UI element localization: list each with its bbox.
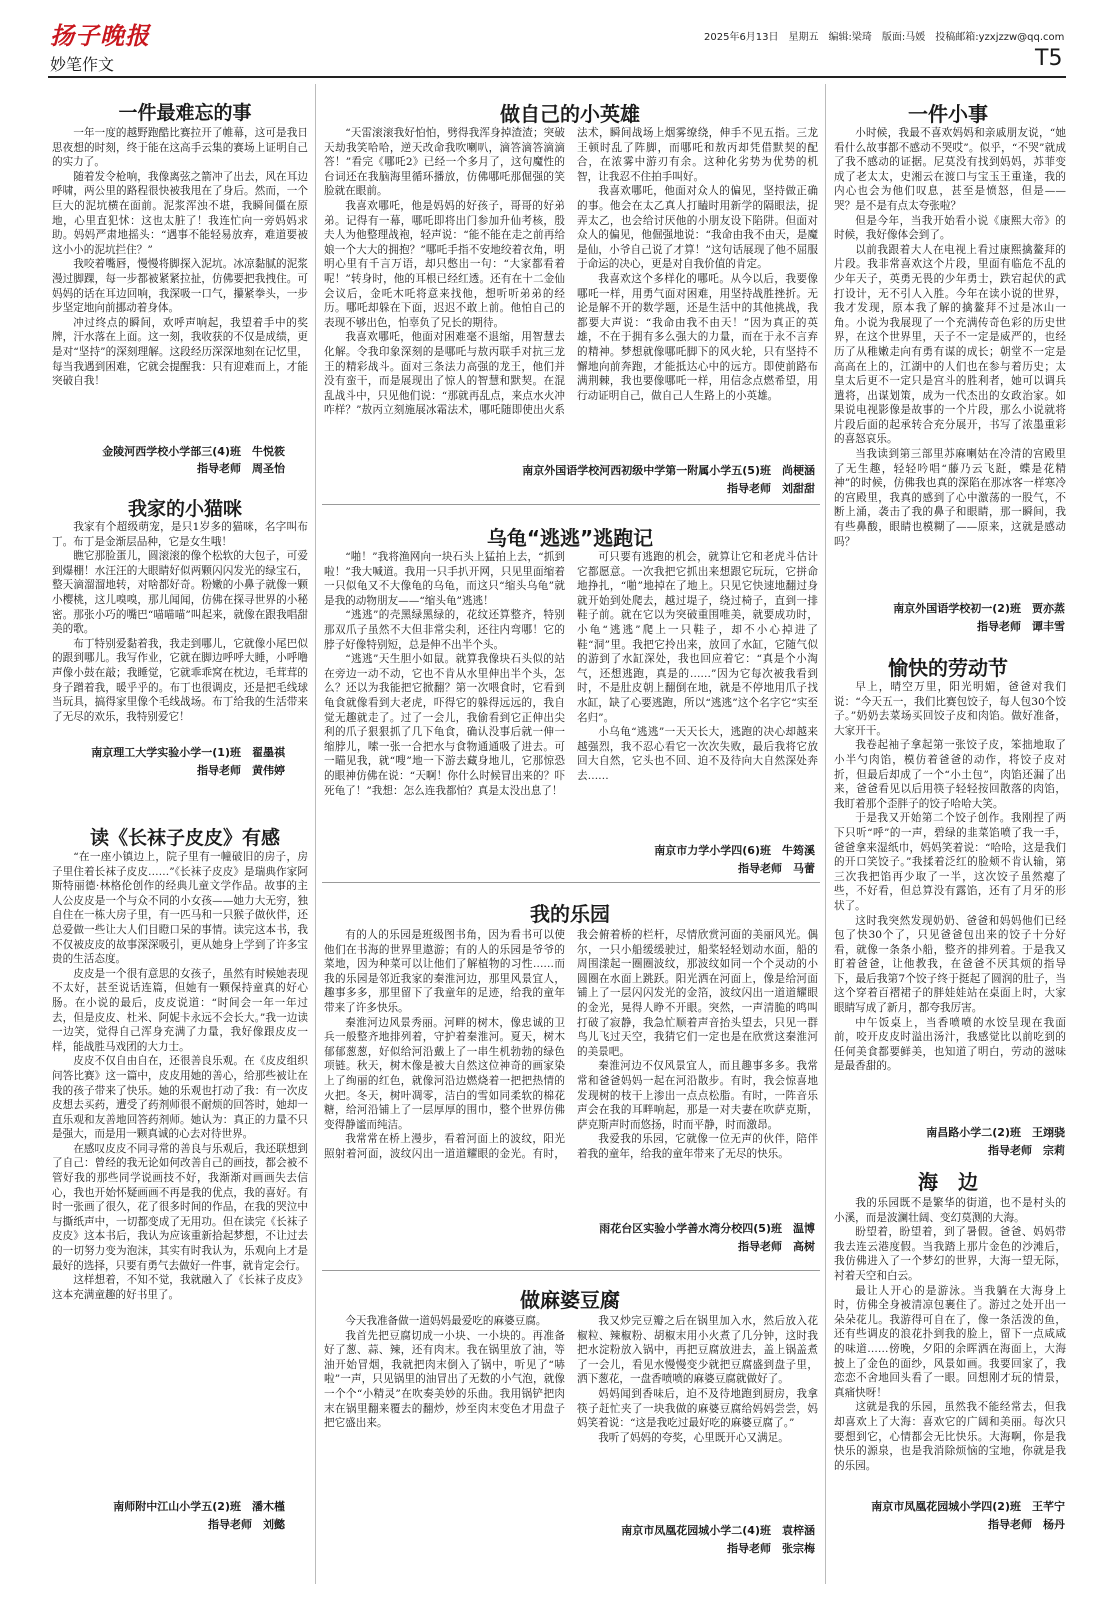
issue-info: 2025年6月13日 星期五 编辑:梁琦 版面:马媛 投稿邮箱:yzxjzzw@qq.com bbox=[704, 32, 1065, 43]
paragraph: “天雷滚滚我好怕怕，劈得我浑身掉渣渣；突破天劫我笑哈哈，逆天改命我吹喇叭，滴答滴答滴滴答！”看完《哪吒2》已经一个多月了，这句魔性的台词还在我脑海里循环播放，仿佛哪吒那倔强的笑脸就在眼前。 bbox=[324, 127, 565, 198]
article-title: 一件小事 bbox=[908, 102, 988, 126]
author-teacher: 指导老师 宗莉 bbox=[988, 1144, 1065, 1157]
paragraph: 中午饭桌上，当香喷喷的水饺呈现在我面前，咬开皮皮时溢出汤汁，我感觉比以前吃到的任何美食都要鲜美，也知道了明白，劳动的滋味是最香甜的。 bbox=[834, 1016, 1066, 1073]
paragraph: 今天我准备做一道妈妈最爱吃的麻婆豆腐。 bbox=[345, 1315, 547, 1327]
author-school: 南昌路小学二(2)班 王翊骁 bbox=[926, 1126, 1065, 1139]
author-school: 南京市凤凰花园城小学二(4)班 袁梓涵 bbox=[621, 1524, 815, 1537]
author-school: 南师附中江山小学五(2)班 潘木槿 bbox=[113, 1500, 285, 1513]
paragraph: 妈妈闻到香味后，迫不及待地跑到厨房，我拿筷子赶忙夹了一块我做的麻婆豆腐给妈妈尝尝，妈妈笑着说：“这是我吃过最好吃的麻婆豆腐了。” bbox=[577, 1387, 818, 1430]
paragraph: 我的乐园既不是繁华的街道，也不是村头的小溪，而是波澜壮阔、变幻莫测的大海。 bbox=[834, 1197, 1066, 1224]
article-body bbox=[52, 520, 308, 732]
author-teacher: 指导老师 黄伟婷 bbox=[197, 764, 285, 777]
article-title: 乌龟“逃逃”逃跑记 bbox=[486, 526, 654, 550]
newspaper-logo: 扬子晚报 bbox=[50, 21, 150, 50]
article-divider bbox=[322, 1270, 820, 1271]
author-teacher: 指导老师 张宗梅 bbox=[727, 1542, 815, 1555]
author-teacher: 指导老师 周圣怡 bbox=[197, 462, 285, 475]
article-title: 愉快的劳动节 bbox=[888, 656, 1008, 680]
paragraph: 皮皮是一个很有意思的女孩子，虽然有时候她表现不太好，甚至说话连篇，但她有一颗保持童真的好心肠。在小说的最后，皮皮说道：“时间会一年一年过去，但是皮皮、杜米、阿妮卡永远不会长大。”我一边读一边笑，觉得自己浑身充满了力量，我好像跟皮皮一样，能战胜马戏团的大力士。 bbox=[52, 967, 308, 1053]
article-title: 做自己的小英雄 bbox=[500, 102, 640, 126]
article-body bbox=[834, 680, 1066, 1090]
article-body bbox=[324, 1314, 818, 1514]
author-school: 南京理工大学实验小学一(1)班 翟墨祺 bbox=[91, 746, 285, 759]
paragraph: 我喜欢哪吒，他面对众人的偏见，坚持做正确的事。他会在太乙真人打瞌时用新学的隔眼法，捉弄太乙，也会给讨厌他的小朋友设下陷阱。但面对众人的偏见，他倔强地说：“我命由我不由天，是魔是仙，小爷自己说了才算！”这句话展现了他不屈服于命运的决心，更是对自我价值的肯定。 bbox=[577, 185, 818, 271]
article-title: 我家的小猫咪 bbox=[127, 498, 242, 520]
author-teacher: 指导老师 高树 bbox=[738, 1240, 815, 1253]
paragraph: 秦淮河边不仅风景宜人，而且趣事多多。我常常和爸爸妈妈一起在河沿散步。有时，我会惊喜地发现树的枝干上渗出一点点松脂。有时，一阵音乐声会在我的耳畔响起，那是一对夫妻在吹萨克斯，萨克斯声时而悠扬，时而平静，时而激昂。 bbox=[577, 1060, 818, 1131]
paragraph: 秦淮河边风景秀丽。河畔的树木，像忠诚的卫兵一般整齐地排列着，守护着秦淮河。夏天，树木郁郁葱葱，好似给河沿戴上了一串生机勃勃的绿色项链。秋天，树木像是被大自然这位神奇的画家染上了绚丽的红色，就像河沿边燃烧着一把把热情的火把。冬天，树叶凋零，洁白的雪如同柔软的棉花糖，给河沿铺上了一层厚厚的围巾，整个世界仿佛变得静谧而纯洁。 bbox=[324, 1016, 565, 1131]
article-body bbox=[324, 126, 818, 454]
paragraph: 我喜欢哪吒，他面对困难毫不退缩，用智慧去化解。令我印象深刻的是哪吒与敖丙联手对抗三龙王的精彩战斗。面对三条法力高强的龙王，他们并没有蛮干，而是展现出了惊人的智慧和默契。在混乱战斗中，只见他们说：“那就再乱点，来点水火冲咋样？”敖丙立刻施展冰霜法术，哪吒随即使出火系法术，瞬间战场上烟雾缭绕，伸手不见五指。三龙王顿时乱了阵脚，而哪吒和敖丙却凭借默契的配合，在浓雾中游刃有余。这种化劣势为优势的机智，让我忍不住拍手叫好。 bbox=[324, 127, 818, 417]
paragraph: 皮皮不仅自由自在，还很善良乐观。在《皮皮组织问答比赛》这一篇中，皮皮用她的善心，给那些被让在我的孩子带来了快乐。她的乐观也打动了我：有一次皮皮想去买药，遭受了药剂师很不耐烦的回答时，她却一直乐观和友善地回答药剂师。她认为：真正的力量不只是强大，而是用一颗真诚的心去对待世界。 bbox=[52, 1055, 308, 1141]
paragraph: 我喜欢哪吒，他是妈妈的好孩子，哥哥的好弟弟。记得有一幕，哪吒即将出门参加升仙考核，殷夫人为他整理战袍，轻声说：“能不能在走之前再给娘一个大大的拥抱？”哪吒手指不安地绞着衣角，明明心里有千言万语，却只憋出一句：“大家都看着呢！”转身时，他的耳根已经红透。还有在十二金仙会议后，金吒木吒将意来找他，想听听弟弟的经历。哪吒却躲在下面，迟迟不敢上前。他怕自己的表现不够出色，怕辜负了兄长的期待。 bbox=[324, 199, 565, 329]
paragraph: 但是今年，当我开始看小说《康熙大帝》的时候，我好像体会到了。 bbox=[834, 214, 1066, 242]
paragraph: 有的人的乐园是班级图书角，因为看书可以使他们在书海的世界里遨游；有的人的乐园是爷爷的菜地，因为种菜可以让他们了解植物的习性……而我的乐园是邻近我家的秦淮河边，那里风景宜人，趣事多多，那里留下了我童年的足迹，给我的童年带来了许多快乐。 bbox=[324, 929, 565, 1014]
paragraph: 我喜欢这个多样化的哪吒。从今以后，我要像哪吒一样，用勇气面对困难，用坚持战胜挫折。无论是解不开的数学题，还是生活中的其他挑战，我都要大声说：“我命由我不由天！”因为真正的英雄，不在于拥有多么强大的力量，而在于永不言弃的精神。梦想就像哪吒脚下的风火轮，只有坚持不懈地向前奔跑，才能抵达心中的远方。即使前路布满荆棘，我也要像哪吒一样，用信念点燃希望，用行动证明自己，做自己人生路上的小英雄。 bbox=[577, 272, 818, 402]
article-title: 一件最难忘的事 bbox=[118, 102, 252, 124]
article-body bbox=[324, 928, 818, 1214]
paragraph: 我家有个超级萌宠，是只1岁多的猫咪，名字叫布丁。布丁是金渐层品种，它是女生哦！ bbox=[52, 521, 308, 548]
paragraph: “啪！”我将渔网向一块石头上猛拍上去，“抓到啦！”我大喊道。我用一只手扒开网，只见里面缩着一只似龟又不大像龟的乌龟，而这只“缩头乌龟”就是我的动物朋友——“缩头龟”逃逃！ bbox=[324, 551, 565, 607]
author-teacher: 指导老师 谭丰雪 bbox=[977, 620, 1065, 633]
author-teacher: 指导老师 刘懿 bbox=[208, 1518, 285, 1531]
paragraph: 盼望着，盼望着，到了暑假。爸爸、妈妈带我去连云港度假。当我踏上那片金色的沙滩后，我仿佛进入了一个梦幻的世界，大海一望无际，衬着天空和白云。 bbox=[834, 1226, 1066, 1282]
author-school: 南京市力学小学四(6)班 牛筠溪 bbox=[654, 844, 815, 857]
paragraph: 我爱我的乐园，它就像一位无声的伙伴，陪伴着我的童年，给我的童年带来了无尽的快乐。 bbox=[577, 1133, 818, 1160]
paragraph: 这时我突然发现奶奶、爸爸和妈妈他们已经包了快30个了，只见爸爸包出来的饺子十分好看，就像一条条小船，整齐的排列着。于是我又盯着爸爸，让他教我，在爸爸不厌其烦的指导下，最后我第7个饺子终于挺起了圆润的肚子，当这个穿着百褶裙子的胖娃娃站在桌面上时，大家眼睛写成了新月，都夸我厉害。 bbox=[834, 914, 1066, 1015]
author-teacher: 指导老师 杨丹 bbox=[988, 1518, 1065, 1531]
paragraph: 我常常在桥上漫步，看着河面上的波纹，阳光照射着河面，波纹闪出一道道耀眼的金光。有时，我会俯着桥的栏杆，尽情欣赏河面的美丽风光。偶尔，一只小船缓缓驶过，船桨轻轻划动水面，船的周围漾起一圈圈波纹，那波纹如同一个个灵动的小圆圈在水面上跳跃。阳光洒在河面上，像是给河面铺上了一层闪闪发光的金箔，波纹闪出一道道耀眼的金光，晃得人睁不开眼。突然，一声清脆的鸣叫打破了寂静，我急忙顺着声音抬头望去，只见一群鸟儿飞过天空，我猜它们一定也是在欣赏这秦淮河的美景吧。 bbox=[324, 929, 818, 1160]
article-body bbox=[834, 126, 1066, 592]
paragraph: 于是我又开始第二个饺子创作。我刚捏了两下只听“呼”的一声，碧绿的韭菜馅喷了我一手，爸爸拿来湿纸巾，妈妈笑着说：“哈哈，这是我们的开口笑饺子。”我揉着泛红的脸颊不肯认输，第三次我把馅再少取了一半，这次饺子虽然瘪了些，不好看，但总算没有露馅，还有了月牙的形状了。 bbox=[834, 812, 1066, 912]
column-divider bbox=[315, 84, 316, 1584]
paragraph: 冲过终点的瞬间，欢呼声响起，我望着手中的奖牌，汗水落在上面。这一刻，我收获的不仅是成绩，更是对“坚持”的深刻理解。这段经历深深地刻在记忆里，每当我遇到困难，它就会提醒我：只有迎难而上，才能突破自我！ bbox=[52, 316, 308, 388]
paragraph: “在一座小镇边上，院子里有一幢破旧的房子，房子里住着长袜子皮皮……”《长袜子皮皮》是瑞典作家阿斯特丽德·林格伦创作的经典儿童文学作品。故事的主人公皮皮是一个与众不同的小女孩——她力大无穷，独自住在一栋大房子里，有一匹马和一只猴子做伙伴，还总爱做一些让大人们目瞪口呆的事情。读完这本书，我不仅被皮皮的故事深深吸引，更从她身上学到了许多宝贵的生活态度。 bbox=[52, 851, 308, 966]
paragraph: 当我读到第三部里苏麻喇姑在冷清的宫殿里了无生趣，轻轻吟唱“藤乃云飞跹，蝶是花精神”的时候，仿佛我也真的深陷在那冰客一样寒冷的宫殿里，我真的感到了心中激荡的一股气，不断上涌，袭击了我的鼻子和眼睛，那一瞬间，我有些鼻酸，眼睛也模糊了——原来，这就是感动吗？ bbox=[834, 448, 1066, 548]
paragraph: 我听了妈妈的夸奖，心里既开心又满足。 bbox=[598, 1431, 789, 1444]
article-title: 海 边 bbox=[918, 1170, 978, 1194]
article-divider bbox=[322, 882, 820, 883]
paragraph: 可只要有逃跑的机会，就算让它和老虎斗估计它都愿意。一次我把它抓出来想跟它玩玩，它拼命地挣扎，“啪”地掉在了地上。只见它快速地翻过身就开始到处爬去，越过堤子，绕过椅子，直到一排鞋子前。就在它以为突破重围唯美，就要成功时，小龟“逃逃”爬上一只鞋子，却不小心掉进了鞋“洞”里。我把它拎出来，放回了水缸，它随气似的游到了水缸深处，我也回应着它：“真是个小淘气，还想逃跑，真是的……”因为它每次被我看到时，不是肚皮朝上翻倒在地，就是不停地用爪子找水缸，缺了心要逃跑，所以“逃逃”这个名字它“实至名归”。 bbox=[577, 551, 818, 724]
paragraph: 一年一度的越野跑酷比赛拉开了帷幕，这可是我日思夜想的时刻，终于能在这高手云集的赛场上证明自己的实力了。 bbox=[52, 127, 308, 169]
article-body bbox=[834, 1196, 1066, 1494]
paragraph: “逃逃”的壳黑绿黑绿的，花纹还算整齐，特别那双爪子虽然不大但非常尖利，还往内弯哪！它的脖子好像特别短，总是伸不出半个头。 bbox=[324, 609, 565, 651]
author-school: 南京外国语学校河西初级中学第一附属小学五(5)班 尚梗涵 bbox=[522, 464, 815, 477]
author-school: 雨花台区实验小学善水湾分校四(5)班 温博 bbox=[599, 1222, 815, 1235]
author-teacher: 指导老师 刘甜甜 bbox=[727, 482, 815, 495]
page-number: T5 bbox=[1035, 46, 1063, 71]
author-school: 金陵河西学校小学部三(4)班 牛悦筱 bbox=[102, 445, 285, 458]
article-body bbox=[52, 850, 308, 1488]
paragraph: 这样想着，不知不觉，我就融入了《长袜子皮皮》这本充满童趣的好书里了。 bbox=[52, 1274, 308, 1301]
paragraph: 我咬着嘴唇，慢慢将脚探入泥坑。冰凉黏腻的泥浆漫过脚踝，每一步都被紧紧拉扯，仿佛要把我拽住。可妈妈的话在耳边回响，我深吸一口气，攥紧拳头，一步步坚定地向前挪动着身体。 bbox=[52, 258, 308, 315]
article-title: 读《长袜子皮皮》有感 bbox=[89, 827, 280, 849]
paragraph: 小乌龟“逃逃”一天天长大，逃跑的决心却越来越强烈，我不忍心看它一次次失败，最后我将它放回大自然，它头也不回、迫不及待向大自然深处奔去…… bbox=[577, 726, 818, 782]
author-school: 南京市凤凰花园城小学四(2)班 王芊宁 bbox=[871, 1500, 1065, 1513]
paragraph: “逃逃”天生胆小如鼠。就算我像块石头似的站在旁边一动不动，它也不肯从水里伸出半个头，怎么？还以为我能把它掀翻？第一次喂食时，它看到龟食就像看到大老虎，吓得它的躲得远远的，我自觉无趣就走了。过了一会儿，我偷看到它正伸出尖利的爪子狠狠抓了几下龟食，确认没事后就一伸一缩脖儿，嗦一张一合把水与食物通通吸了进去。可一瞄见我，就“嗖”地一下游去藏身地儿，它那惊恐的眼神仿佛在说：“天啊！你什么时候冒出来的？吓死龟了！”我想：怎么连我都怕？真是太没出息了！ bbox=[324, 653, 565, 797]
paragraph: 在感叹皮皮不同寻常的善良与乐观后，我还联想到了自己：曾经的我无论如何改善自己的画技，都会被不管好我的那些同学说画技不好，我渐渐对画画失去信心，我也开始怀疑画画不再是我的优点，我的喜好。有时一张画了很久，花了很多时间的作品，在我的哭泣中与撕纸声中，一切都变成了无用功。但在读完《长袜子皮皮》这本书后，我认为应该重新拾起梦想，不让过去的一切努力变为泡沫，其实有时我认为，乐观向上才是最好的选择，只要有勇气去做好一件事，就肯定会行。 bbox=[52, 1142, 308, 1272]
header-rule bbox=[48, 76, 1066, 78]
paragraph: 早上，晴空万里，阳光明媚，爸爸对我们说：“今天五一，我们比赛包饺子，每人包30个饺子。”奶奶去菜场买回饺子皮和肉馅。做好准备，大家开干。 bbox=[834, 681, 1066, 737]
column-divider bbox=[825, 84, 826, 1584]
paragraph: 小时候，我最不喜欢妈妈和亲戚朋友说，“她看什么故事都不感动不哭哎”。似乎，“不哭”就成了我不感动的证据。尼莫没有找到妈妈，苏菲变成了老太太，史湘云在渡口与宝玉王重逢，我的内心也会为他们叹息，甚至是愤怒，但是——哭？是不是有点太夸张啦？ bbox=[834, 127, 1066, 212]
article-title: 我的乐园 bbox=[530, 902, 610, 926]
paragraph: 布丁特别爱黏着我，我走到哪儿，它就像小尾巴似的跟到哪儿。我写作业，它就在脚边呼呼大睡，小呼噜声像小鼓在敲；我睡觉，它就乖乖窝在枕边，毛茸茸的身子蹭着我，暖乎乎的。布丁也很调皮，还是把毛线球当玩具，搞得家里像个毛线战场。布丁给我的生活带来了无尽的欢乐，我特别爱它！ bbox=[52, 637, 308, 723]
paragraph: 以前我跟着大人在电视上看过康熙擒鳌拜的片段。我非常喜欢这个片段，里面有临危不乱的少年天子，英勇无畏的少年勇士，跌宕起伏的武打设计，无不引人入胜。今年在读小说的世界，我才发现，原本我了解的擒鳌拜不过是冰山一角。小说为我展现了一个充满传奇色彩的历史世界，在这个世界里，天子不一定是威严的，也经历了从稚嫩走向有勇有谋的成长；朝堂不一定是高高在上的，江湖中的人们也在参与着历史；太皇太后更不一定只是宫斗的胜利者，她可以调兵遣将，出谋划策，成为一代杰出的女政治家。如果说电视影像是故事的一个片段，那么小说就将片段后面的起承转合充分展开，书写了浓墨重彩的喜怒哀乐。 bbox=[834, 243, 1066, 446]
paragraph: 瞧它那脸蛋儿，圆滚滚的像个松软的大包子，可爱到爆棚！水汪汪的大眼睛好似两颗闪闪发光的绿宝石，整天滴溜溜地转，对啥都好奇。粉嫩的小鼻子就像一颗小樱桃，这儿嗅嗅，那儿闻闻，仿佛在探寻世界的小秘密。那张小巧的嘴巴“喵喵喵”叫起来，就像在跟我唱甜美的歌。 bbox=[52, 550, 308, 636]
paragraph: 我卷起袖子拿起第一张饺子皮，笨拙地取了小半勺肉馅，模仿着爸爸的动作，将饺子皮对折，但最后却成了一个“小土包”，肉馅还漏了出来，爸爸看见以后用筷子轻轻按回散落的肉馅，我盯着那个歪胖子的饺子哈哈大笑。 bbox=[834, 739, 1066, 810]
paragraph: 这就是我的乐园，虽然我不能经常去，但我却喜欢上了大海：喜欢它的广阔和美丽。每次只要想到它，心情都会无比快乐。大海啊，你是我快乐的源泉，也是我消除烦恼的宝地，你就是我的乐园。 bbox=[834, 1401, 1066, 1472]
article-body bbox=[324, 550, 818, 836]
author-school: 南京外国语学校初一(2)班 贾亦蒸 bbox=[893, 602, 1065, 615]
paragraph: 我又炒完豆瓣之后在锅里加入水，然后放入花椒粒、辣椒粉、胡椒末用小火煮了几分钟，这时我把水淀粉放入锅中，再把豆腐放进去，盖上锅盖煮了一会儿，看见水慢慢变少就把豆腐盛到盘子里，洒下葱花，一盘香喷喷的麻婆豆腐就做好了。 bbox=[577, 1315, 818, 1386]
paragraph: 我首先把豆腐切成一小块、一小块的。再准备好了葱、蒜、辣，还有肉末。我在锅里放了油，等油开始冒烟，我就把肉末倒入了锅中，听见了“哧啦”一声，只见锅里的油冒出了无数的小气泡，就像一个个“小精灵”在吹奏美妙的乐曲。我用锅铲把肉末在锅里翻来覆去的翻炒，炒至肉末变色才用盘子把它盛出来。 bbox=[324, 1329, 565, 1430]
article-title: 做麻婆豆腐 bbox=[520, 1288, 620, 1312]
article-divider bbox=[322, 504, 820, 505]
article-body bbox=[52, 126, 308, 438]
section-title: 妙笔作文 bbox=[50, 55, 115, 74]
paragraph: 随着发令枪响，我像离弦之箭冲了出去，风在耳边呼啸，两公里的路程很快被我甩在了身后。然而，一个巨大的泥坑横在面前。泥浆浑浊不堪，我瞬间僵在原地，心里直犯怵：这也太脏了！我连忙向一旁妈妈求助。妈妈严肃地摇头：“遇事不能轻易放弃，难道要被这小小的泥坑拦住？” bbox=[52, 170, 308, 256]
author-teacher: 指导老师 马蕾 bbox=[738, 862, 815, 875]
paragraph: 最让人开心的是游泳。当我躺在大海身上时，仿佛全身被清凉包裹住了。游过之处开出一朵朵花儿。我游得可自在了，像一条活泼的鱼，还有些调皮的浪花扑到我的脸上，留下一点咸咸的味道……傍晚，夕阳的余晖洒在海面上，大海披上了金色的面纱，风景如画。我要回家了，我恋恋不舍地回头看了一眼。回想刚才玩的情景，真痛快呀！ bbox=[834, 1284, 1066, 1399]
